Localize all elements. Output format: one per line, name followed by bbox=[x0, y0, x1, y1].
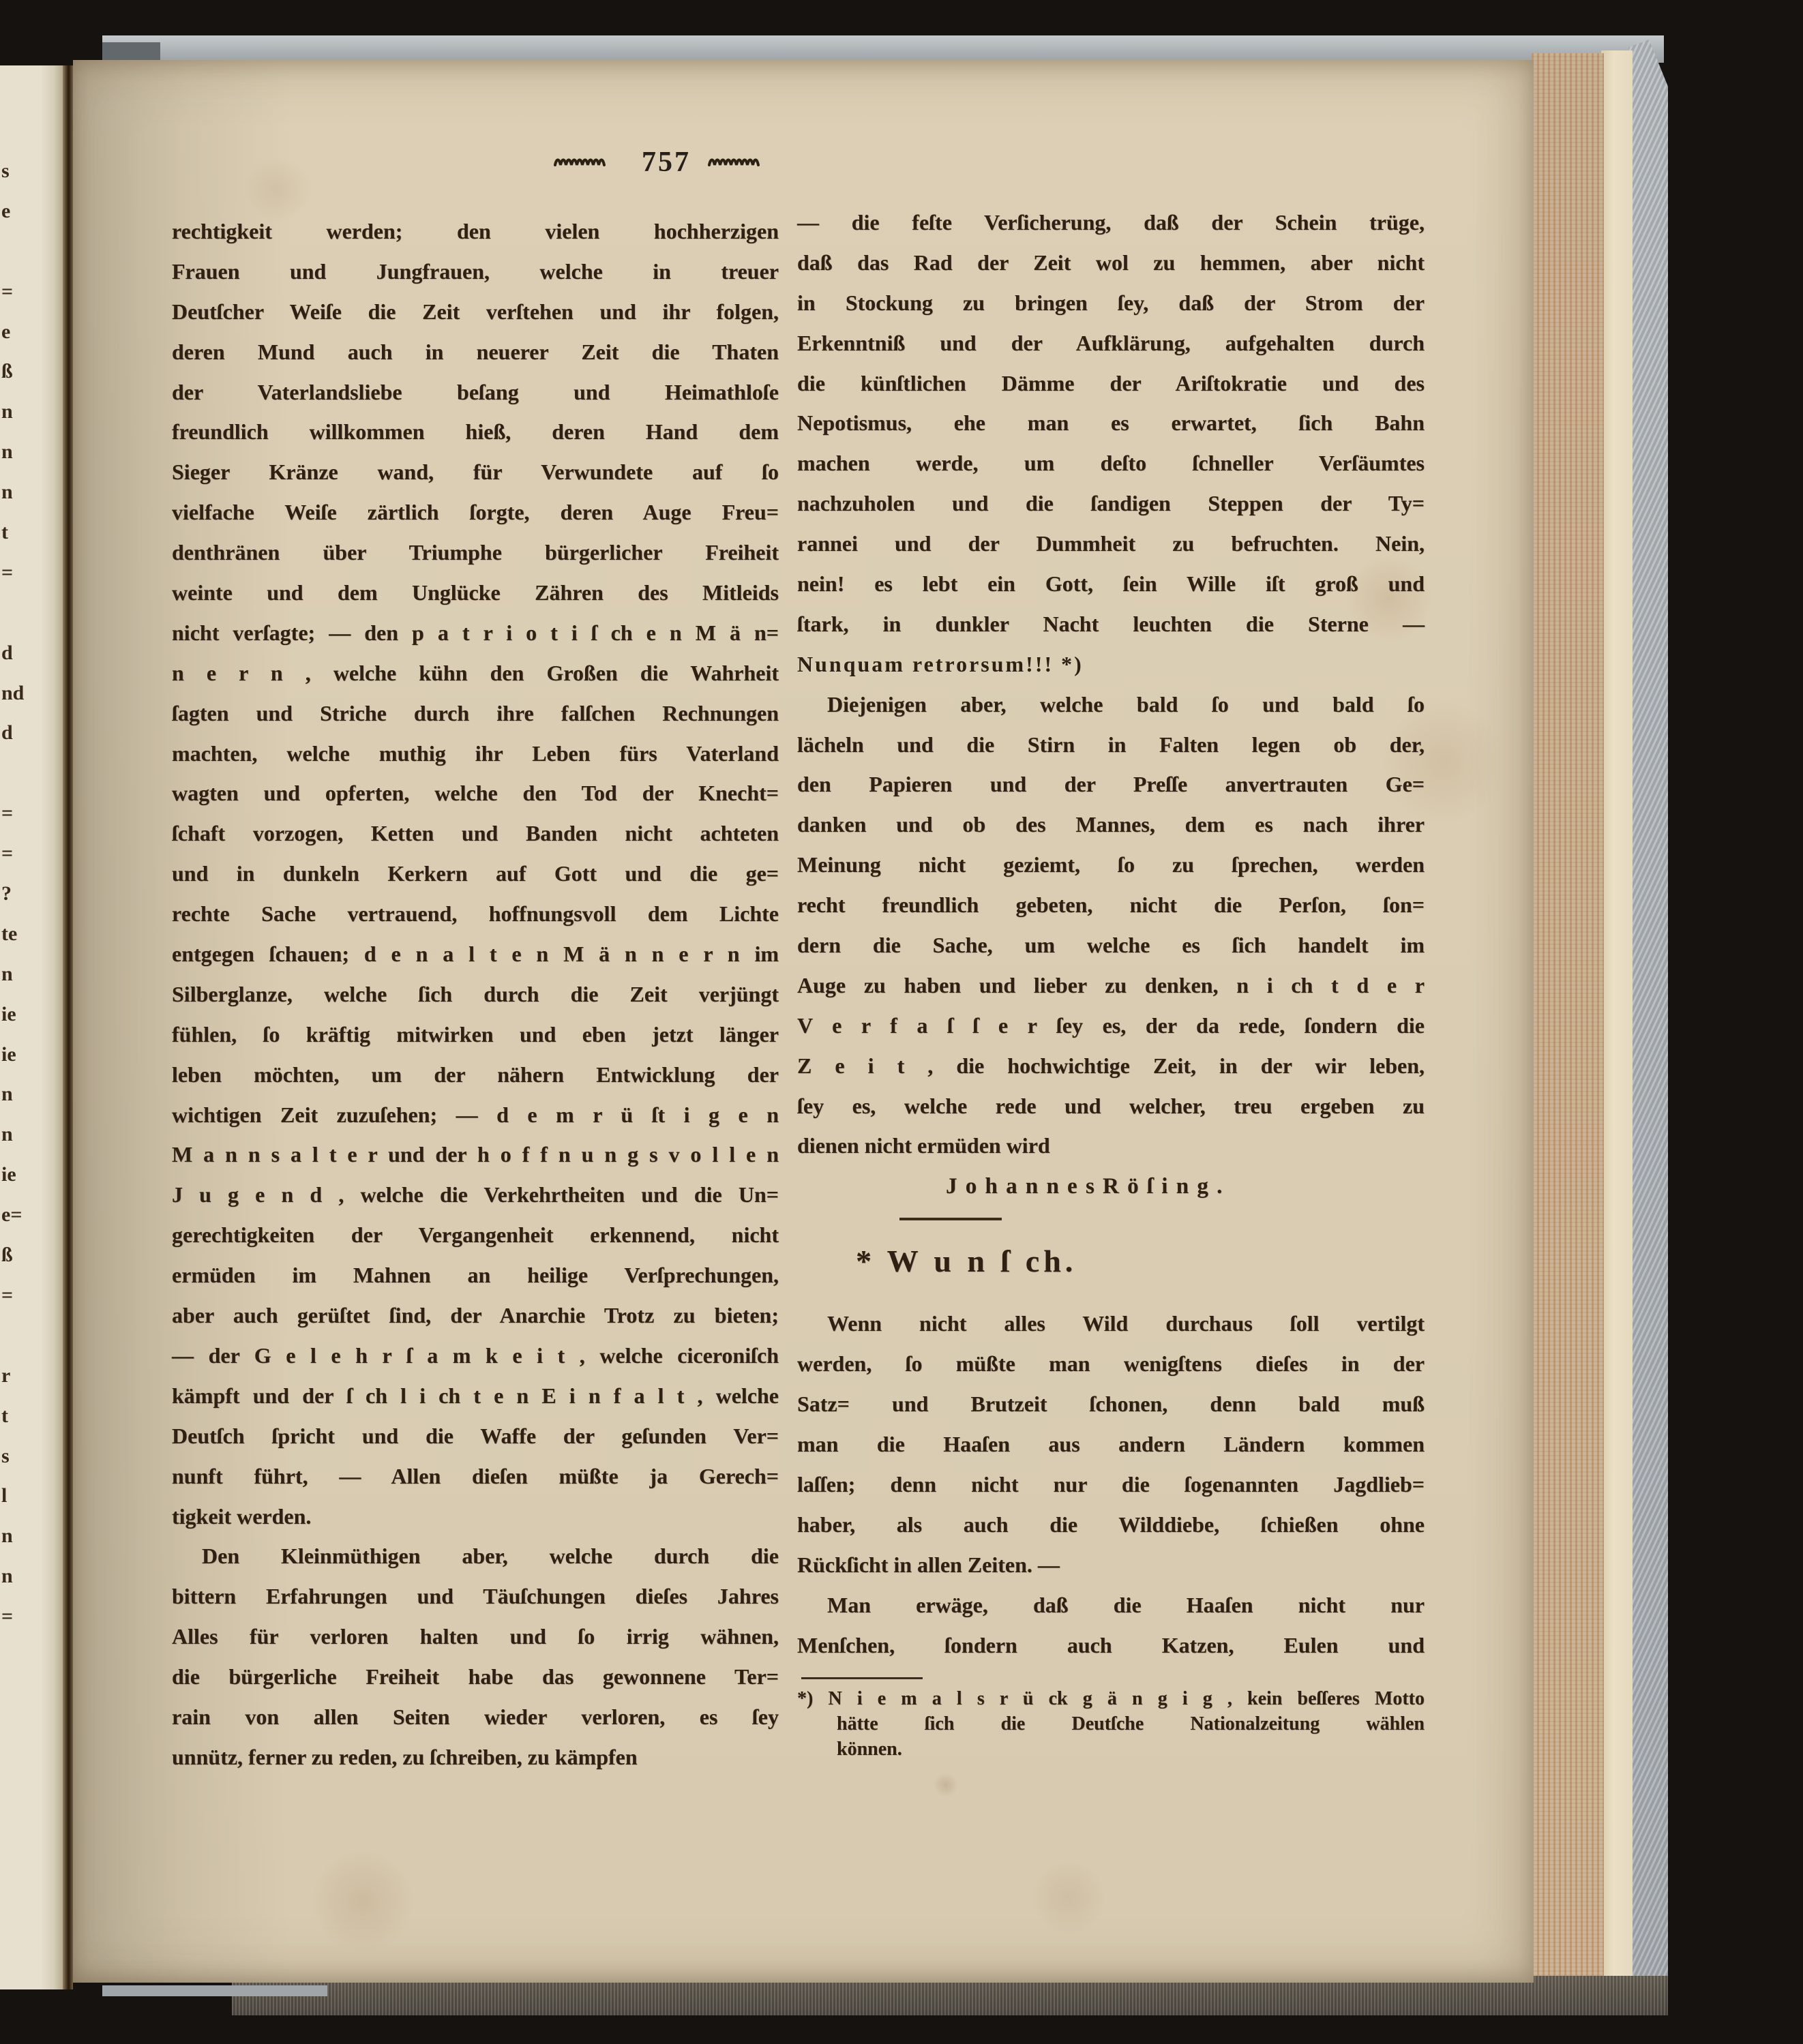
text-line: freundlich willkommen hieß, deren Hand dem bbox=[172, 419, 779, 445]
text-line: Man erwäge, daß die Haaſen nicht nur bbox=[827, 1592, 1425, 1617]
text-line: nein! es lebt ein Gott, ſein Wille iſt groß und bbox=[797, 571, 1425, 597]
gutter-text-fragment: ß bbox=[1, 360, 13, 383]
text-line: Deutſcher Weiſe die Zeit verſtehen und ihr folgen, bbox=[172, 299, 779, 324]
text-line: Diejenigen aber, welche bald ſo und bald ſo bbox=[827, 691, 1425, 717]
text-line: rechte Sache vertrauend, hoffnungsvoll dem Lichte bbox=[172, 901, 779, 927]
gutter-text-fragment: n bbox=[1, 1565, 13, 1588]
text-line: leben möchten, um der nähern Entwicklung der bbox=[172, 1062, 779, 1087]
fore-edge-pages bbox=[1532, 53, 1604, 1980]
text-line: bittern Erfahrungen und Täuſchungen dieſes Jahres bbox=[172, 1584, 779, 1609]
text-line: entgegen ſchauen; d e n a l t e n M ä n n e r n im bbox=[172, 942, 779, 967]
text-line: den Papieren und der Preſſe anvertrauten Ge= bbox=[797, 772, 1425, 797]
text-line: dienen nicht ermüden wird bbox=[797, 1133, 1050, 1158]
squiggle-ornament-left bbox=[553, 157, 606, 171]
gutter-text-fragment: = bbox=[1, 842, 14, 865]
text-line: ſtark, in dunkler Nacht leuchten die Sterne — bbox=[797, 611, 1425, 636]
text-line: Sieger Kränze wand, für Verwundete auf ſo bbox=[172, 460, 779, 485]
text-line: die bürgerliche Freiheit habe das gewonnene Ter= bbox=[172, 1664, 779, 1689]
text-line: werden, ſo müßte man wenigſtens dieſes in der bbox=[797, 1351, 1425, 1377]
page-number: 757 bbox=[642, 147, 691, 178]
gutter-text-fragment: nd bbox=[1, 681, 25, 704]
gutter-text-fragment bbox=[1, 1637, 31, 1677]
text-line: machen werde, um deſto ſchneller Verſäumtes bbox=[797, 451, 1425, 476]
text-line: man die Haaſen aus andern Ländern kommen bbox=[797, 1432, 1425, 1457]
text-line: — der G e l e h r ſ a m k e i t , welche ciceroniſch bbox=[172, 1342, 779, 1368]
section-heading: * W u n ſ ch. bbox=[856, 1244, 1077, 1279]
text-line: Alles für verloren halten und ſo irrig wähnen, bbox=[172, 1624, 779, 1649]
text-line: Rückſicht in allen Zeiten. — bbox=[797, 1552, 1060, 1577]
facing-page-sliver bbox=[0, 65, 63, 1989]
text-line: nunft führt, — Allen dieſen müßte ja Gerech= bbox=[172, 1463, 779, 1488]
text-line: gerechtigkeiten der Vergangenheit erkennend, nicht bbox=[172, 1222, 779, 1248]
text-line: ſey es, welche rede und welcher, treu ergeben zu bbox=[797, 1093, 1425, 1118]
text-line: in Stockung zu bringen ſey, daß der Strom der bbox=[797, 290, 1425, 315]
text-line: daß das Rad der Zeit wol zu hemmen, aber nicht bbox=[797, 250, 1425, 275]
cover-edge-top bbox=[102, 35, 1664, 63]
gutter-text-fragment: ? bbox=[1, 882, 12, 905]
text-line: danken und ob des Mannes, dem es nach ihrer bbox=[797, 812, 1425, 837]
gutter-text-fragment: e bbox=[1, 320, 11, 343]
text-line: recht freundlich gebeten, nicht die Perſon, ſon= bbox=[797, 892, 1425, 918]
gutter-text-fragment: ie bbox=[1, 1002, 16, 1025]
gutter-text-fragment: d bbox=[1, 641, 13, 664]
gutter-text-fragment: n bbox=[1, 440, 13, 464]
gutter-text-fragment: n bbox=[1, 1083, 13, 1106]
gutter-text-fragment: ie bbox=[1, 1163, 16, 1186]
gutter-text-fragment: = bbox=[1, 1283, 14, 1306]
text-line: nachzuholen und die ſandigen Steppen der Ty= bbox=[797, 491, 1425, 516]
gutter-text-fragment: te bbox=[1, 922, 18, 945]
text-line: aber auch gerüſtet ſind, der Anarchie Trotz zu bieten; bbox=[172, 1303, 779, 1328]
right-column bbox=[797, 202, 1425, 1762]
gutter-text-fragment: l bbox=[1, 1484, 8, 1507]
text-line: Nunquam retrorsum!!! *) bbox=[797, 651, 1084, 676]
gutter-text-fragment: d bbox=[1, 721, 13, 745]
text-line: Auge zu haben und lieber zu denken, n i ch t d e r bbox=[797, 972, 1425, 997]
text-line: V e r f a ſ ſ e r ſey es, der da rede, ſondern die bbox=[797, 1012, 1425, 1038]
text-line: Nepotismus, ehe man es erwartet, ſich Bahn bbox=[797, 410, 1425, 436]
text-line: dern die Sache, um welche es ſich handelt im bbox=[797, 933, 1425, 958]
gutter-text-fragment: n bbox=[1, 481, 13, 504]
text-line: M a n n s a l t e r und der h o f f n u n g s v o l l e n bbox=[172, 1142, 779, 1167]
gutter-text-fragment: = bbox=[1, 802, 14, 825]
cover-edge-bottom-light bbox=[102, 1985, 327, 1996]
text-line: Meinung nicht geziemt, ſo zu ſprechen, werden bbox=[797, 852, 1425, 877]
left-column bbox=[172, 211, 779, 1777]
text-line: Z e i t , die hochwichtige Zeit, in der wir leben, bbox=[797, 1053, 1425, 1078]
right-column-paragraphs bbox=[797, 202, 1425, 1166]
gutter-text-fragment: = bbox=[1, 560, 14, 584]
text-line: rannei und der Dummheit zu befruchten. Nein, bbox=[797, 531, 1425, 556]
text-line: haber, als auch die Wilddiebe, ſchießen ohne bbox=[797, 1512, 1425, 1537]
text-line: laſſen; denn nicht nur die ſogenannten Jagdlieb= bbox=[797, 1471, 1425, 1497]
text-line: ſagten und Striche durch ihre falſchen Rechnungen bbox=[172, 700, 779, 725]
text-line: wagten und opferten, welche den Tod der Knecht= bbox=[172, 781, 779, 806]
gutter-text-fragment: n bbox=[1, 1524, 13, 1548]
gutter-text-fragment: e= bbox=[1, 1203, 23, 1227]
text-line: Deutſch ſpricht und die Waffe der geſunden Ver= bbox=[172, 1423, 779, 1448]
text-line: Wenn nicht alles Wild durchaus ſoll vertilgt bbox=[827, 1311, 1425, 1336]
text-line: rechtigkeit werden; den vielen hochherzigen bbox=[172, 219, 779, 243]
text-line: rain von allen Seiten wieder verloren, es ſey bbox=[172, 1704, 779, 1729]
page-header bbox=[73, 140, 1534, 188]
text-line: vielfache Weiſe zärtlich ſorgte, deren Auge Freu= bbox=[172, 500, 779, 525]
gutter-text-fragment: t bbox=[1, 1404, 8, 1427]
text-line: und in dunkeln Kerkern auf Gott und die ge= bbox=[172, 861, 779, 886]
text-line: Satz= und Brutzeit ſchonen, denn bald muß bbox=[797, 1392, 1425, 1417]
text-line: hätte ſich die Deutſche Nationalzeitung wählen bbox=[837, 1713, 1425, 1735]
gutter-text-fragment bbox=[1, 1316, 31, 1356]
section-divider bbox=[899, 1218, 1002, 1220]
text-line: können. bbox=[837, 1739, 902, 1760]
text-line: — die feſte Verſicherung, daß der Schein trüge, bbox=[797, 210, 1425, 235]
text-line: machten, welche muthig ihr Leben fürs Vaterland bbox=[172, 740, 779, 766]
text-line: ermüden im Mahnen an heilige Verſprechungen, bbox=[172, 1263, 779, 1288]
gutter-text-fragment bbox=[1, 753, 31, 794]
text-line: deren Mund auch in neuerer Zeit die Thaten bbox=[172, 339, 779, 364]
gutter-fragments bbox=[1, 151, 31, 1924]
text-line: der Vaterlandsliebe beſang und Heimathloſe bbox=[172, 379, 779, 404]
squiggle-ornament-right bbox=[707, 157, 760, 171]
text-line: fühlen, ſo kräftig mitwirken und eben jetzt länger bbox=[172, 1021, 779, 1047]
gutter-text-fragment: r bbox=[1, 1364, 11, 1387]
text-line: n e r n , welche kühn den Großen die Wahrheit bbox=[172, 660, 779, 685]
text-line: Silberglanze, welche ſich durch die Zeit verjüngt bbox=[172, 981, 779, 1006]
text-line: *) N i e m a l s r ü ck g ä n g i g , kein beſſeres Motto bbox=[797, 1688, 1425, 1710]
gutter-text-fragment: n bbox=[1, 962, 13, 985]
text-line: wichtigen Zeit zuzuſehen; — d e m r ü ſt i g e n bbox=[172, 1102, 779, 1127]
text-line: tigkeit werden. bbox=[172, 1503, 312, 1529]
text-line: kämpft und der ſ ch l i ch t e n E i n f a l t , welche bbox=[172, 1383, 779, 1408]
footnote bbox=[797, 1686, 1425, 1762]
gutter-text-fragment bbox=[1, 593, 31, 633]
gutter-text-fragment: n bbox=[1, 400, 13, 423]
gutter-text-fragment: ie bbox=[1, 1042, 16, 1066]
text-line: Den Kleinmüthigen aber, welche durch die bbox=[202, 1544, 779, 1569]
gutter-text-fragment bbox=[1, 1677, 31, 1717]
gutter-text-fragment: s bbox=[1, 1444, 10, 1467]
gutter-text-fragment bbox=[1, 232, 31, 272]
gutter-text-fragment: = bbox=[1, 1605, 14, 1628]
cover-edge-right bbox=[1628, 40, 1668, 1996]
gutter-text-fragment: t bbox=[1, 521, 8, 544]
footnote-divider bbox=[801, 1677, 923, 1679]
text-line: lächeln und die Stirn in Falten legen ob der, bbox=[797, 732, 1425, 757]
text-line: Menſchen, ſondern auch Katzen, Eulen und bbox=[797, 1632, 1425, 1657]
text-line: die künſtlichen Dämme der Ariſtokratie und des bbox=[797, 370, 1425, 395]
text-line: nicht verſagte; — den p a t r i o t i ſ ch e n M ä n= bbox=[172, 620, 779, 645]
text-line: J u g e n d , welche die Verkehrtheiten und die Un= bbox=[172, 1182, 779, 1207]
gutter-text-fragment: e bbox=[1, 199, 11, 222]
gutter-text-fragment: s bbox=[1, 160, 10, 182]
text-line: weinte und dem Unglücke Zähren des Mitleids bbox=[172, 580, 779, 605]
text-line: Erkenntniß und der Aufklärung, aufgehalten durch bbox=[797, 330, 1425, 355]
page-edge-strip bbox=[1601, 50, 1633, 1984]
book-page bbox=[73, 60, 1534, 1983]
text-line: Frauen und Jungfrauen, welche in treuer bbox=[172, 258, 779, 284]
gutter-text-fragment: n bbox=[1, 1123, 13, 1146]
gutter-text-fragment: = bbox=[1, 280, 14, 303]
text-line: denthränen über Triumphe bürgerlicher Freiheit bbox=[172, 540, 779, 565]
text-line: ſchaft vorzogen, Ketten und Banden nicht achteten bbox=[172, 821, 779, 846]
text-line: unnütz, ferner zu reden, zu ſchreiben, zu kämpfen bbox=[172, 1744, 638, 1769]
book-gutter bbox=[63, 65, 73, 1989]
gutter-text-fragment bbox=[1, 1717, 31, 1758]
author-signature: J o h a n n e s R ö ſ i n g . bbox=[946, 1174, 1224, 1199]
gutter-text-fragment: ß bbox=[1, 1244, 13, 1267]
wunsch-paragraphs bbox=[797, 1304, 1425, 1665]
